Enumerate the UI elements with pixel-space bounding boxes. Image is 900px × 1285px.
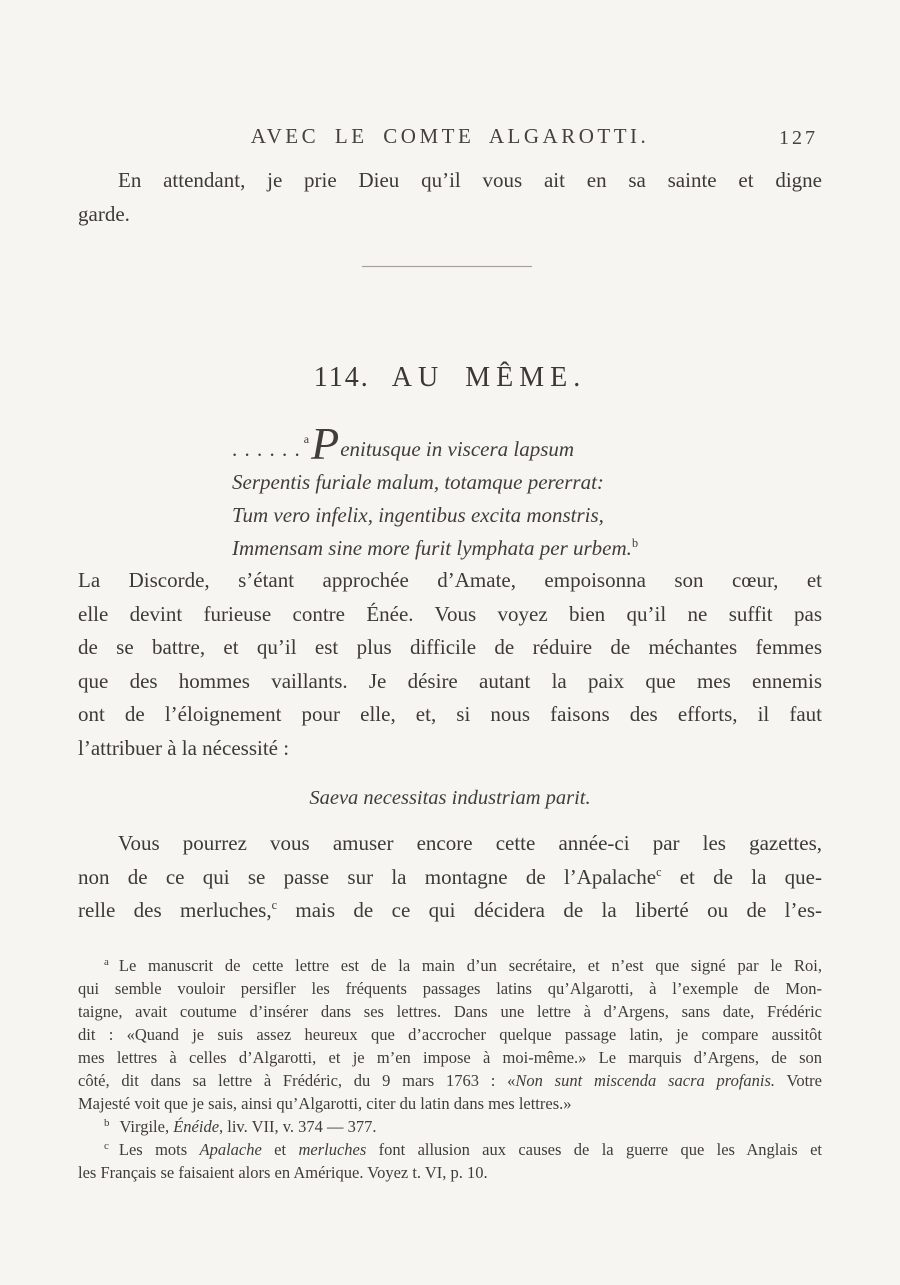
text-line: que des hommes vaillants. Je désire autant la paix que mes ennemis — [78, 668, 822, 693]
section-divider-rule — [362, 266, 532, 267]
footnote-line: taigne, avait coutume d’insérer dans ses lettres. Dans une lettre à d’Argens, sans date, Frédéric — [78, 1002, 822, 1021]
text-line: garde. — [78, 201, 130, 226]
ellipsis-dots: . . . . . . — [232, 437, 301, 461]
footnote-line: les Français se faisaient alors en Amérique. Voyez t. VI, p. 10. — [78, 1163, 488, 1182]
text-line: La Discorde, s’étant approchée d’Amate, empoisonna son cœur, et — [78, 568, 822, 592]
latin-verse — [232, 418, 639, 565]
footnote-line: $^a$ Le manuscrit de cette lettre est de la main d’un secrétaire, et n’est que signé par le Roi, — [104, 955, 822, 975]
footnote-line: $^c$ Les mots Apalache et merluches font allusion aux causes de la guerre que les Anglais et — [104, 1139, 822, 1159]
footnote-ref-a: a — [303, 432, 310, 446]
intro-paragraph — [78, 164, 822, 231]
letter-number: 114. — [313, 362, 370, 393]
text-line: elle devint furieuse contre Énée. Vous voyez bien qu’il ne suffit pas — [78, 601, 822, 626]
footnote-line: qui semble vouloir persifler les fréquents passages latins qu’Algarotti, à l’exemple de Mon- — [78, 979, 822, 998]
page-header — [78, 124, 822, 158]
latin-motto: Saeva necessitas industriam parit. — [309, 787, 591, 809]
gazettes-paragraph — [78, 827, 822, 928]
footnote-line: Majesté voit que je sais, ainsi qu’Algarotti, citer du latin dans mes lettres.» — [78, 1094, 572, 1113]
verse-line: Immensam sine more furit lymphata per urbem.$^b$ — [232, 536, 639, 560]
verse-line: Serpentis furiale malum, totamque pererrat: — [232, 470, 604, 494]
footnote-line: dit : «Quand je suis assez heureux que d’accrocher quelque passage latin, je compare aussitôt — [78, 1025, 822, 1044]
footnote-line: $^b$ Virgile, Énéide, liv. VII, v. 374 — 377. — [104, 1116, 377, 1136]
footnote-line: côté, dit dans sa lettre à Frédéric, du 9 mars 1763 : «Non sunt miscenda sacra profanis. Votre — [78, 1071, 822, 1090]
verse-line: Tum vero infelix, ingentibus excita monstris, — [232, 503, 604, 527]
verse-line — [232, 418, 638, 469]
section-title: AU MÊME. — [391, 362, 587, 393]
text-line: ont de l’éloignement pour elle, et, si nous faisons des efforts, il faut — [78, 702, 822, 726]
footnote-a — [78, 954, 822, 1115]
text-line: Vous pourrez vous amuser encore cette année-ci par les gazettes, — [118, 831, 822, 855]
text-line: En attendant, je prie Dieu qu’il vous ait en sa sainte et digne — [118, 168, 822, 192]
section-heading — [0, 362, 900, 394]
drop-cap-p: P — [311, 418, 340, 469]
verse-lines — [232, 466, 638, 565]
verse-text: enitusque in viscera lapsum — [340, 437, 575, 461]
running-title: AVEC LE COMTE ALGAROTTI. — [250, 124, 650, 148]
text-line: non de ce qui se passe sur la montagne de l’Apalache$^c$ et de la que- — [78, 864, 822, 889]
page-number: 127 — [779, 127, 818, 149]
footnote-c — [78, 1138, 822, 1184]
footnote-line: mes lettres à celles d’Algarotti, et je m’en impose à moi-même.» Le marquis d’Argens, de son — [78, 1048, 822, 1067]
text-line: l’attribuer à la nécessité : — [78, 735, 290, 760]
footnote-b — [78, 1115, 822, 1138]
body-paragraph — [78, 564, 822, 765]
text-line: de se battre, et qu’il est plus difficile de réduire de méchantes femmes — [78, 635, 822, 659]
footnotes-block — [78, 954, 822, 1184]
text-line: relle des merluches,$^c$ mais de ce qui décidera de la liberté ou de l’es- — [78, 898, 822, 922]
